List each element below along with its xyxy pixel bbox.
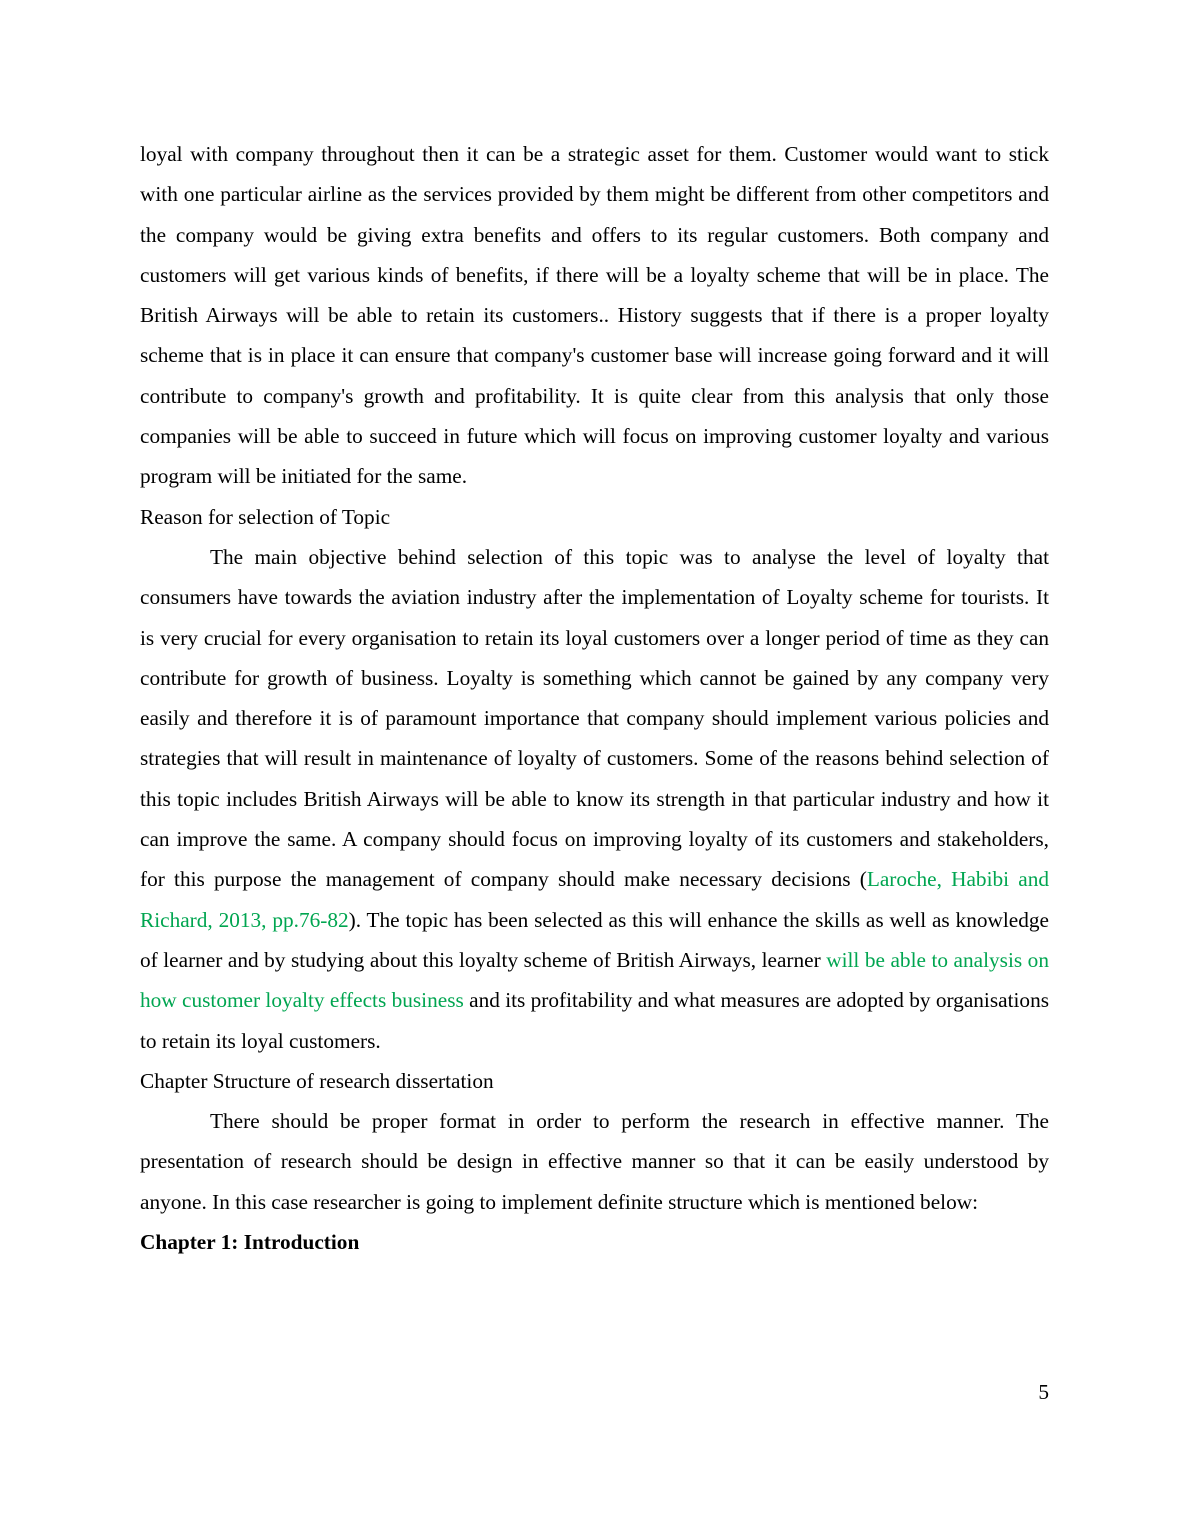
- paragraph-structure: There should be proper format in order to perform the research in effective manner. The presentation of research should be design in effective manner so that it can be easily understood by anyone. In this case researcher is going to implement definite structure which is mentioned below:: [140, 1109, 1049, 1214]
- paragraph-reason-text-1: The main objective behind selection of this topic was to analyse the level of loyalty that consumers have towards the aviation industry after the implementation of Loyalty scheme for tourists. It is very crucial for every organisation to retain its loyal customers over a longer period of time as they can contribute for growth of business. Loyalty is something which cannot be gained by any company very easily and therefore it is of paramount importance that company should implement various policies and strategies that will result in maintenance of loyalty of customers. Some of the reasons behind selection of this topic includes British Airways will be able to know its strength in that particular industry and how it can improve the same. A company should focus on improving loyalty of its customers and stakeholders, for this purpose the management of company should make necessary decisions (: [140, 544, 1049, 892]
- highlighted-phrase: will be able to analysis on how customer loyalty effects business: [140, 947, 1049, 1013]
- chapter-heading-introduction: Chapter 1: Introduction: [140, 1230, 360, 1255]
- paragraph-reason: [140, 537, 1049, 1061]
- paragraph-reason-text-2: ). The topic has been selected as this will enhance the skills as well as knowledge of learner and by studying about this loyalty scheme of British Airways, learner: [140, 907, 1049, 972]
- paragraph-loyalty-intro: loyal with company throughout then it can be a strategic asset for them. Customer would want to stick with one particular airline as the services provided by them might be different from other competitors and the company would be giving extra benefits and offers to its regular customers. Both company and customers will get various kinds of benefits, if there will be a loyalty scheme that will be in place. The British Airways will be able to retain its customers.. History suggests that if there is a proper loyalty scheme that is in place it can ensure that company's customer base will increase going forward and it will contribute to company's growth and profitability. It is quite clear from this analysis that only those companies will be able to succeed in future which will focus on improving customer loyalty and various program will be initiated for the same.: [140, 142, 1049, 489]
- section-heading-reason: Reason for selection of Topic: [140, 504, 391, 529]
- citation-laroche: Laroche, Habibi and Richard, 2013, pp.76-82: [140, 867, 1049, 932]
- section-heading-structure: Chapter Structure of research dissertation: [140, 1068, 494, 1093]
- page-number: 5: [1038, 1380, 1049, 1404]
- page-body: [140, 134, 1049, 1262]
- paragraph-reason-text-3: and its profitability and what measures are adopted by organisations to retain its loyal customers.: [140, 988, 1050, 1053]
